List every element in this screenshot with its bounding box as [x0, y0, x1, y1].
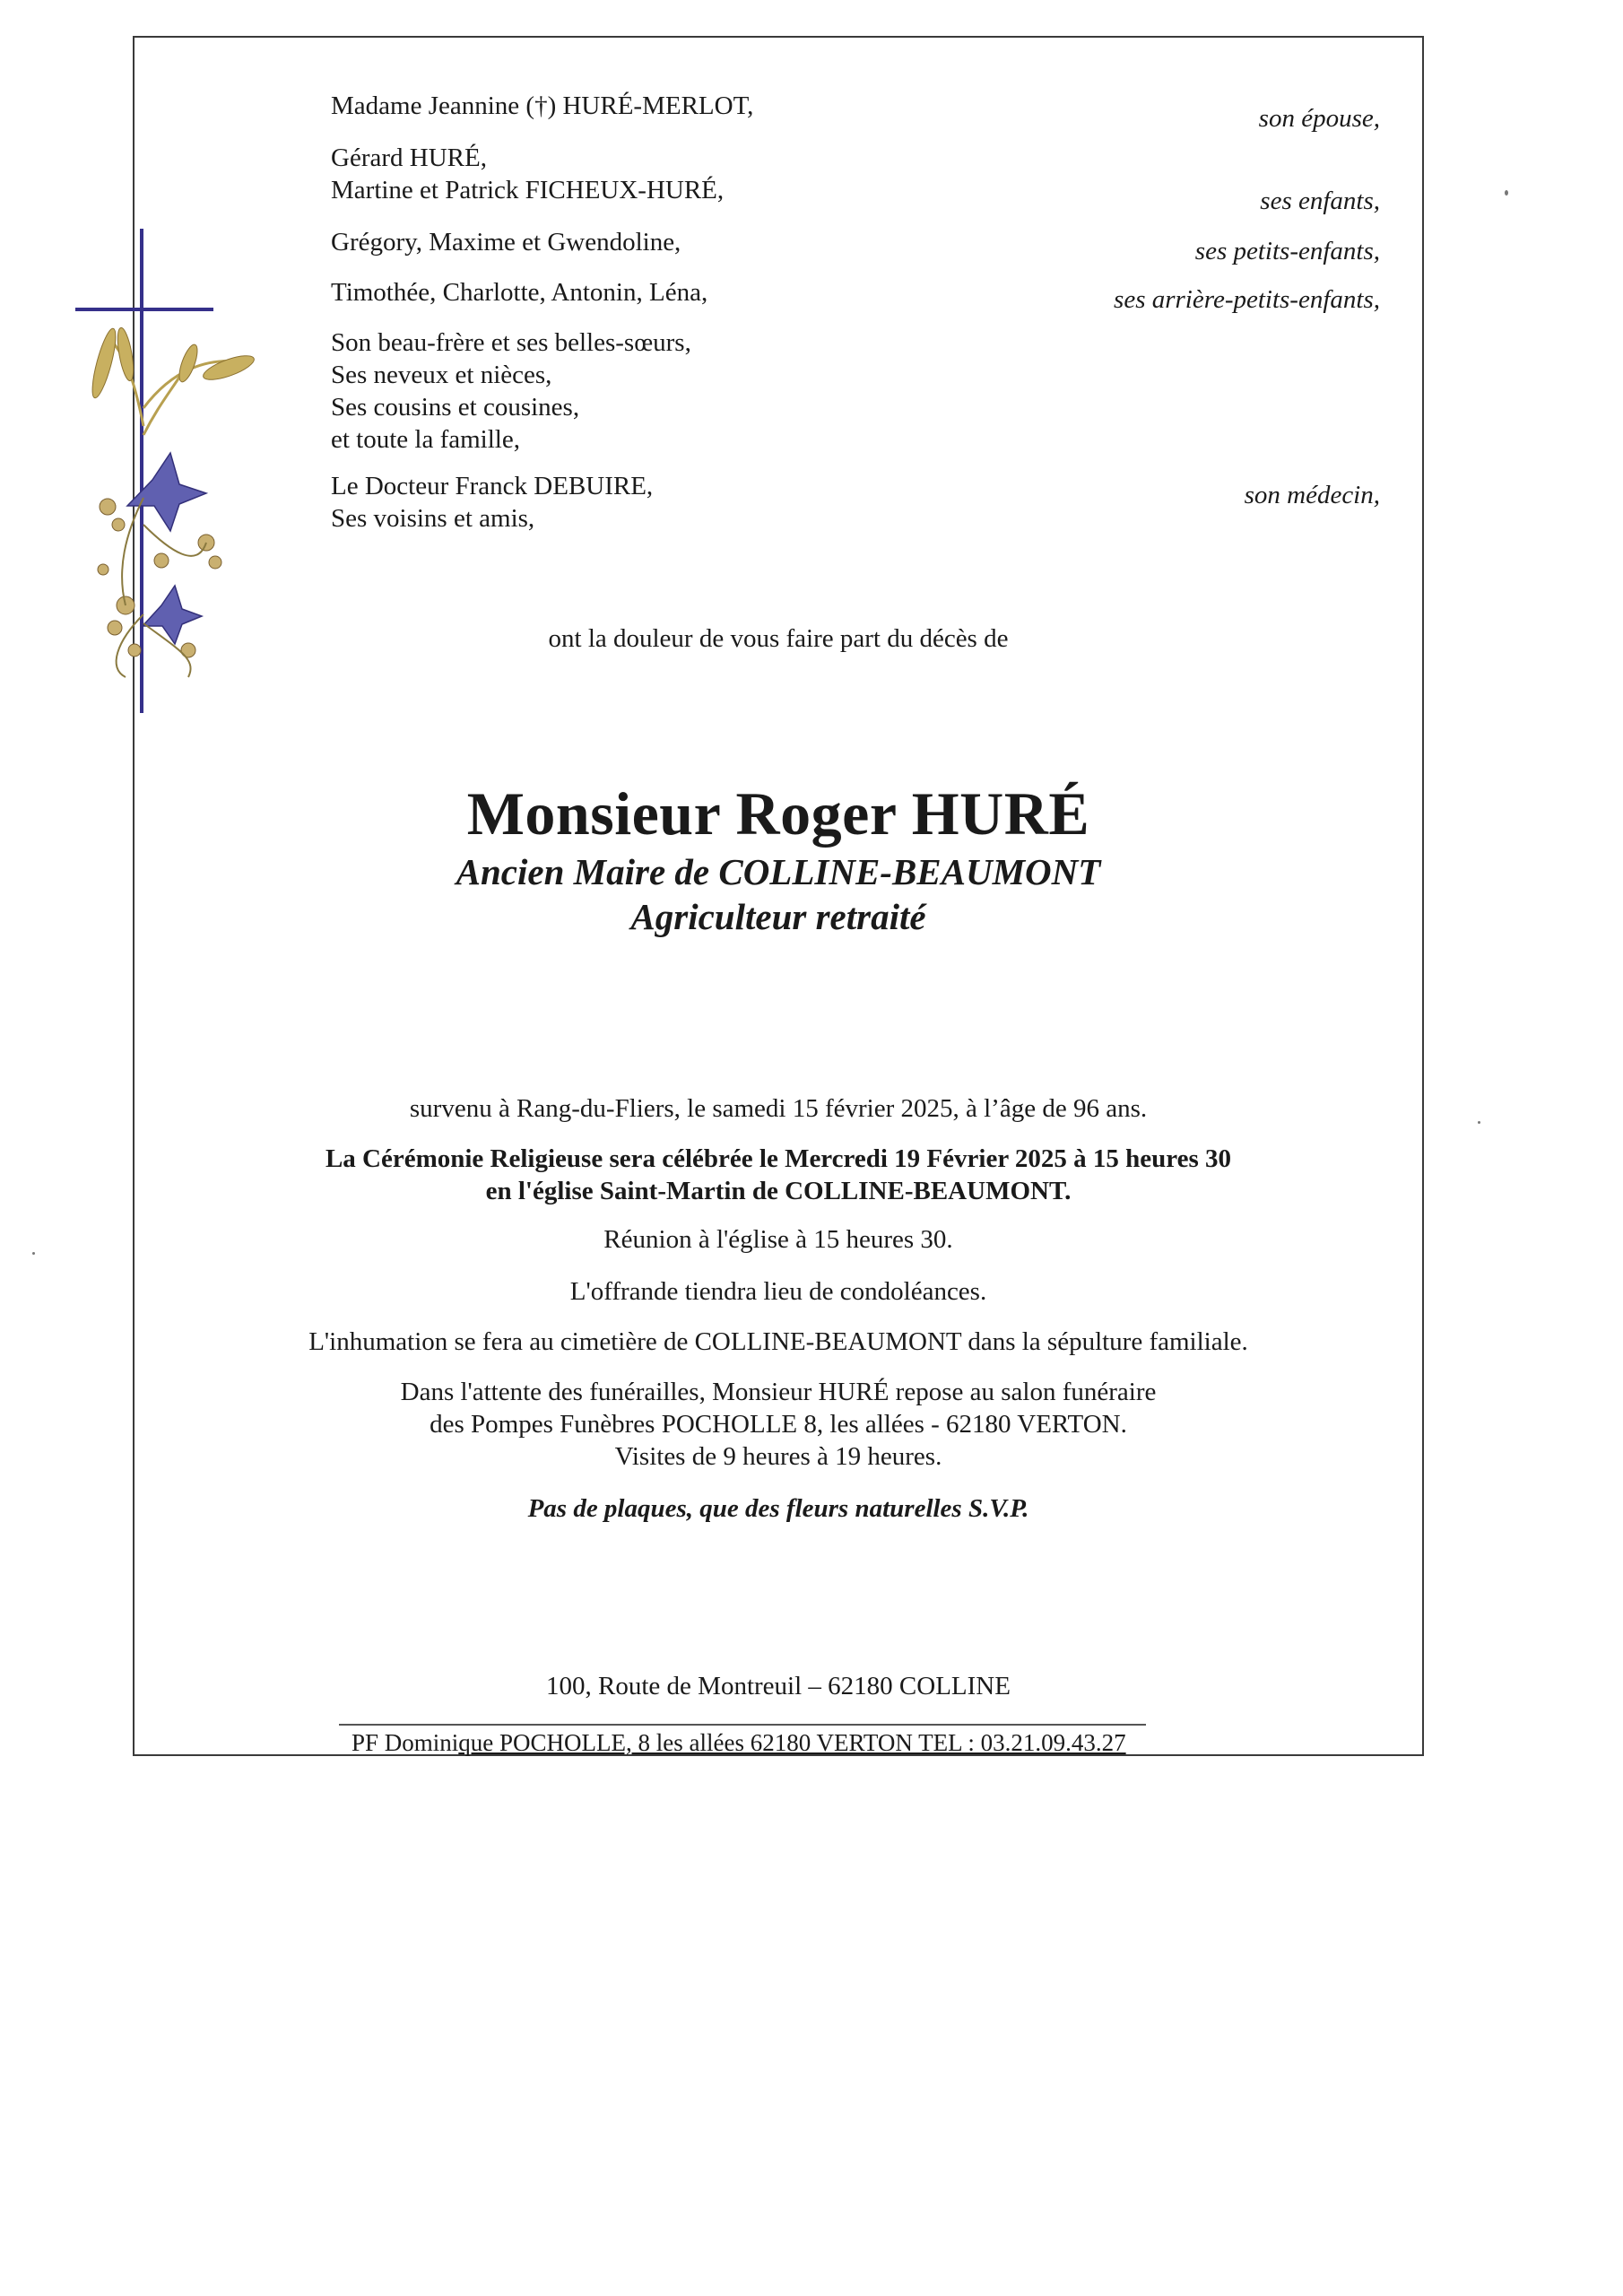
scan-speck — [32, 1252, 35, 1255]
deceased-name: Monsieur Roger HURÉ — [466, 779, 1090, 848]
scan-speck — [1505, 190, 1508, 196]
family-name-line: Gérard HURÉ, — [331, 144, 487, 172]
offering-info: L'offrande tiendra lieu de condoléances. — [569, 1277, 987, 1306]
footer-prefix: PF Domini — [352, 1729, 459, 1756]
funeral-home-footer — [352, 1729, 1126, 1757]
intro-text: ont la douleur de vous faire part du décès de — [548, 624, 1009, 653]
family-name-line: Madame Jeannine (†) HURÉ-MERLOT, — [331, 91, 754, 120]
family-address: 100, Route de Montreuil – 62180 COLLINE — [546, 1672, 1011, 1700]
family-role: son épouse, — [1258, 104, 1380, 133]
death-details: survenu à Rang-du-Fliers, le samedi 15 février 2025, à l’âge de 96 ans. — [409, 1094, 1148, 1123]
family-role: ses arrière-petits-enfants, — [1114, 285, 1380, 314]
rest-line-2: des Pompes Funèbres POCHOLLE 8, les allées - 62180 VERTON. — [430, 1410, 1127, 1439]
family-name-line: Le Docteur Franck DEBUIRE, — [331, 472, 654, 500]
family-role: ses enfants, — [1260, 187, 1380, 215]
footer-divider — [339, 1724, 1146, 1726]
family-name-line: Ses cousins et cousines, — [331, 393, 580, 422]
family-name-line: Grégory, Maxime et Gwendoline, — [331, 228, 681, 257]
meeting-info: Réunion à l'église à 15 heures 30. — [603, 1225, 953, 1254]
family-name-line: et toute la famille, — [331, 425, 520, 454]
footer-underlined-text: que POCHOLLE, 8 les allées 62180 VERTON TEL : 03.21.09.43.27 — [458, 1729, 1126, 1756]
family-role: ses petits-enfants, — [1194, 237, 1380, 265]
deceased-title-farmer: Agriculteur retraité — [630, 896, 926, 937]
ceremony-line-1: La Cérémonie Religieuse sera célébrée le Mercredi 19 Février 2025 à 15 heures 30 — [325, 1144, 1232, 1173]
deceased-title-mayor: Ancien Maire de COLLINE-BEAUMONT — [456, 851, 1101, 892]
family-name-line: Timothée, Charlotte, Antonin, Léna, — [331, 278, 708, 307]
burial-info: L'inhumation se fera au cimetière de COLLINE-BEAUMONT dans la sépulture familiale. — [308, 1327, 1248, 1356]
family-role: son médecin, — [1244, 481, 1380, 509]
visits-info: Visites de 9 heures à 19 heures. — [614, 1442, 942, 1471]
family-name-line: Martine et Patrick FICHEUX-HURÉ, — [331, 176, 725, 204]
ceremony-line-2: en l'église Saint-Martin de COLLINE-BEAUMONT. — [485, 1177, 1072, 1205]
family-name-line: Son beau-frère et ses belles-sœurs, — [331, 328, 691, 357]
family-name-line: Ses voisins et amis, — [331, 504, 535, 533]
scan-speck — [1478, 1121, 1480, 1124]
rest-line-1: Dans l'attente des funérailles, Monsieur HURÉ repose au salon funéraire — [400, 1378, 1157, 1406]
family-name-line: Ses neveux et nièces, — [331, 361, 552, 389]
flowers-notice: Pas de plaques, que des fleurs naturelles S.V.P. — [527, 1494, 1029, 1523]
cross-wheat-flowers-icon — [72, 229, 305, 731]
